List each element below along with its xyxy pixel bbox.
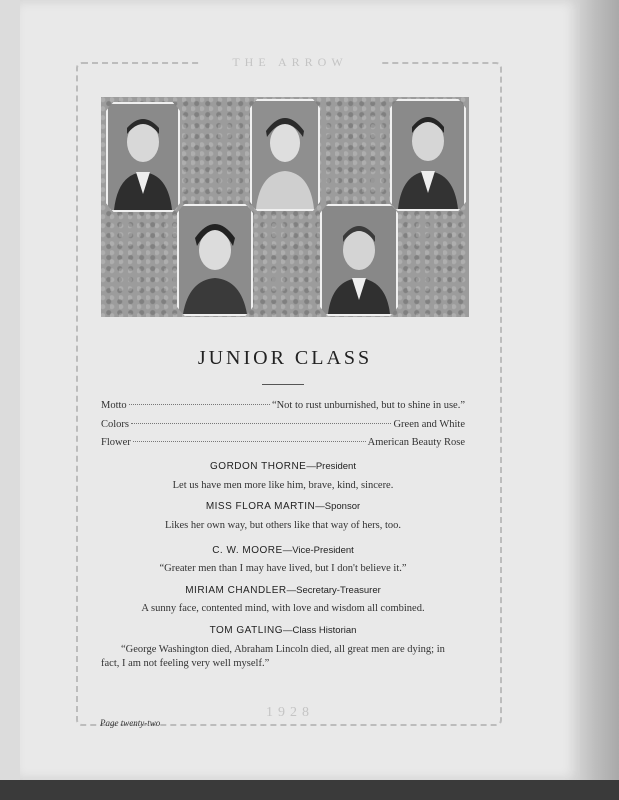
person-name-text: C. W. MOORE xyxy=(212,545,283,556)
title-divider xyxy=(262,384,304,385)
info-value: “Not to rust unburnished, but to shine in use.” xyxy=(271,400,465,411)
person-name xyxy=(101,461,465,472)
portrait-image xyxy=(252,101,318,209)
info-value: American Beauty Rose xyxy=(367,437,465,448)
dot-leader xyxy=(133,441,366,442)
running-foot: 1928 xyxy=(240,705,340,721)
person-role: —Secretary-Treasurer xyxy=(286,585,381,596)
person-role: —Sponsor xyxy=(315,501,361,512)
person-role: —Class Historian xyxy=(283,625,357,636)
portrait-photo xyxy=(320,204,398,316)
person-name-text: TOM GATLING xyxy=(209,625,284,636)
portrait-panel xyxy=(101,97,469,317)
portrait-photo xyxy=(106,102,180,212)
person-quote: Likes her own way, but others like that way of hers, too. xyxy=(164,520,402,531)
person-name-text: MIRIAM CHANDLER xyxy=(185,585,287,596)
portrait-photo xyxy=(177,204,253,316)
info-label: Flower xyxy=(101,437,131,448)
info-label: Colors xyxy=(101,419,130,430)
running-head: THE ARROW xyxy=(200,55,380,70)
portrait-photo xyxy=(250,99,320,211)
person-role: —President xyxy=(306,461,356,472)
person-role: —Vice-President xyxy=(282,545,354,556)
flower-row xyxy=(101,437,465,453)
person-quote: A sunny face, contented mind, with love and wisdom all combined. xyxy=(141,603,425,614)
person-name xyxy=(101,585,465,596)
person-quote: “George Washington died, Abraham Lincoln died, all great men are dying; in fact, I am not feeling very well myself.” xyxy=(101,644,445,669)
info-value: Green and White xyxy=(393,419,465,430)
portrait-photo xyxy=(390,99,466,211)
person-name xyxy=(101,625,465,636)
person-quote: Let us have men more like him, brave, kind, sincere. xyxy=(172,480,394,491)
portrait-image xyxy=(179,206,251,314)
portrait-image xyxy=(108,104,178,210)
info-label: Motto xyxy=(101,400,127,411)
page-title: JUNIOR CLASS xyxy=(197,347,373,369)
person-quote: “Greater men than I may have lived, but I don't believe it.” xyxy=(159,563,407,574)
book-spine xyxy=(580,0,619,780)
person-name xyxy=(101,545,465,556)
person-name xyxy=(101,501,465,512)
colors-row xyxy=(101,419,465,435)
person-name-text: GORDON THORNE xyxy=(210,461,307,472)
portrait-image xyxy=(392,101,464,209)
page-number: Page twenty-two xyxy=(100,718,161,728)
scan-edge xyxy=(0,780,619,800)
person-name-text: MISS FLORA MARTIN xyxy=(205,501,316,512)
motto-row xyxy=(101,400,465,416)
portrait-image xyxy=(322,206,396,314)
dot-leader xyxy=(131,423,391,424)
dot-leader xyxy=(129,404,270,405)
